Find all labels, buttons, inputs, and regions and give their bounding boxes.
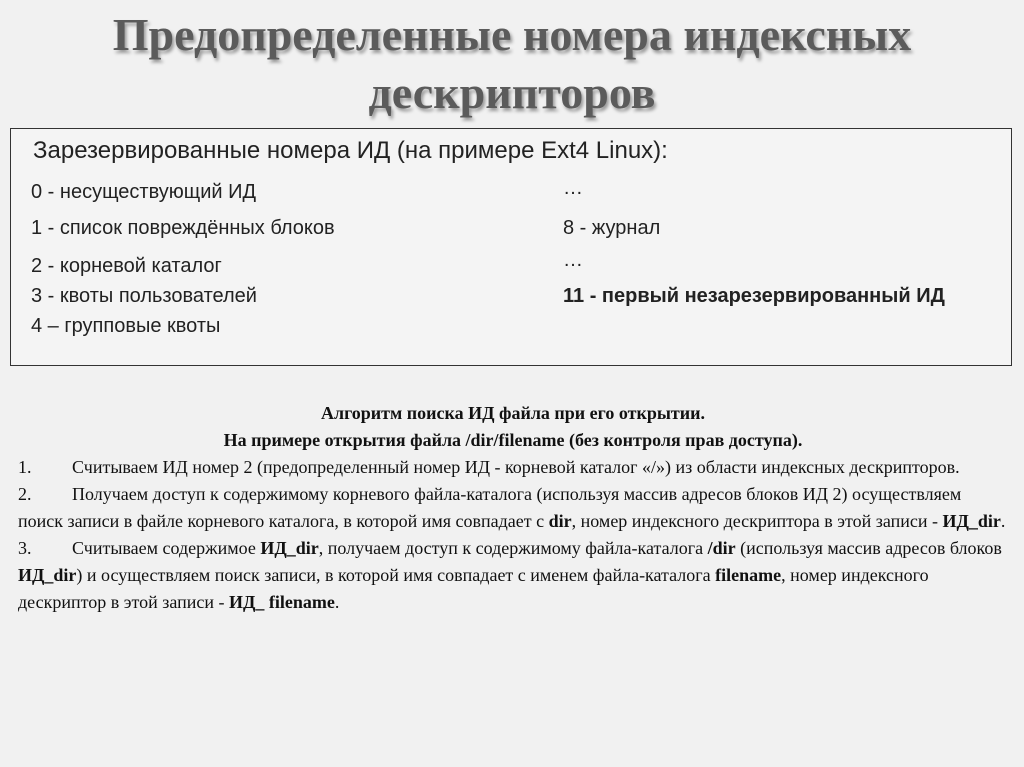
- step-3-filename: filename: [715, 565, 782, 585]
- step-2-id-dir: ИД_dir: [942, 511, 1001, 531]
- step-3-dir-path: /dir: [707, 538, 736, 558]
- reserved-ellipsis-1: …: [563, 177, 583, 199]
- slide-title-line2: дескрипторов: [368, 67, 656, 118]
- step-3-text-i: , номер индексного дескриптор в этой записи -: [18, 565, 929, 612]
- step-3-text-c: , получаем доступ к содержимому файла-каталога: [318, 538, 708, 558]
- reserved-item-0: 0 - несуществующий ИД: [31, 181, 257, 203]
- step-3-id-filename: ИД_ filename: [228, 592, 335, 612]
- reserved-ellipsis-2: …: [563, 249, 583, 271]
- step-3-text-a: Считываем содержимое: [72, 538, 261, 558]
- step-3-text-k: .: [334, 592, 340, 612]
- algorithm-step-1: [18, 454, 1008, 481]
- reserved-ids-box: [10, 128, 1012, 366]
- slide-title: [0, 0, 1024, 122]
- algorithm-section: [18, 400, 1008, 616]
- step-3-number: 3.: [18, 538, 32, 558]
- reserved-item-3: 3 - квоты пользователей: [31, 285, 257, 307]
- step-2-text-a: Получаем доступ к содержимому корневого файла-каталога (используя массив адресов блоков ИД 2) осуществляем поиск записи в файле корневого каталога, в которой имя совпадает с: [18, 484, 962, 531]
- step-2-dir: dir: [548, 511, 572, 531]
- step-1-text: Считываем ИД номер 2 (предопределенный номер ИД - корневой каталог «/») из области индексных дескрипторов.: [72, 457, 960, 477]
- algorithm-heading-2: На примере открытия файла /dir/filename (без контроля прав доступа).: [223, 430, 803, 450]
- step-3-text-g: ) и осуществляем поиск записи, в которой имя совпадает с именем файла-каталога: [76, 565, 716, 585]
- step-3-id-dir-2: ИД_dir: [18, 565, 77, 585]
- reserved-item-1: 1 - список повреждённых блоков: [31, 217, 335, 239]
- step-3-id-dir: ИД_dir: [260, 538, 319, 558]
- algorithm-heading-1: Алгоритм поиска ИД файла при его открытии.: [320, 403, 706, 423]
- reserved-item-4: 4 – групповые квоты: [31, 315, 221, 337]
- step-3-text-e: (используя массив адресов блоков: [735, 538, 1002, 558]
- reserved-item-11: 11 - первый незарезервированный ИД: [563, 285, 945, 307]
- step-2-text-c: , номер индексного дескриптора в этой записи -: [571, 511, 943, 531]
- step-2-text-e: .: [1000, 511, 1006, 531]
- reserved-item-2: 2 - корневой каталог: [31, 255, 222, 277]
- algorithm-step-2: [18, 481, 1008, 535]
- step-2-number: 2.: [18, 484, 32, 504]
- algorithm-step-3: [18, 535, 1008, 616]
- reserved-item-8: 8 - журнал: [563, 217, 661, 239]
- slide-title-line1: Предопределенные номера индексных: [112, 9, 912, 60]
- step-1-number: 1.: [18, 457, 32, 477]
- reserved-ids-heading: Зарезервированные номера ИД (на примере Ext4 Linux):: [33, 137, 668, 164]
